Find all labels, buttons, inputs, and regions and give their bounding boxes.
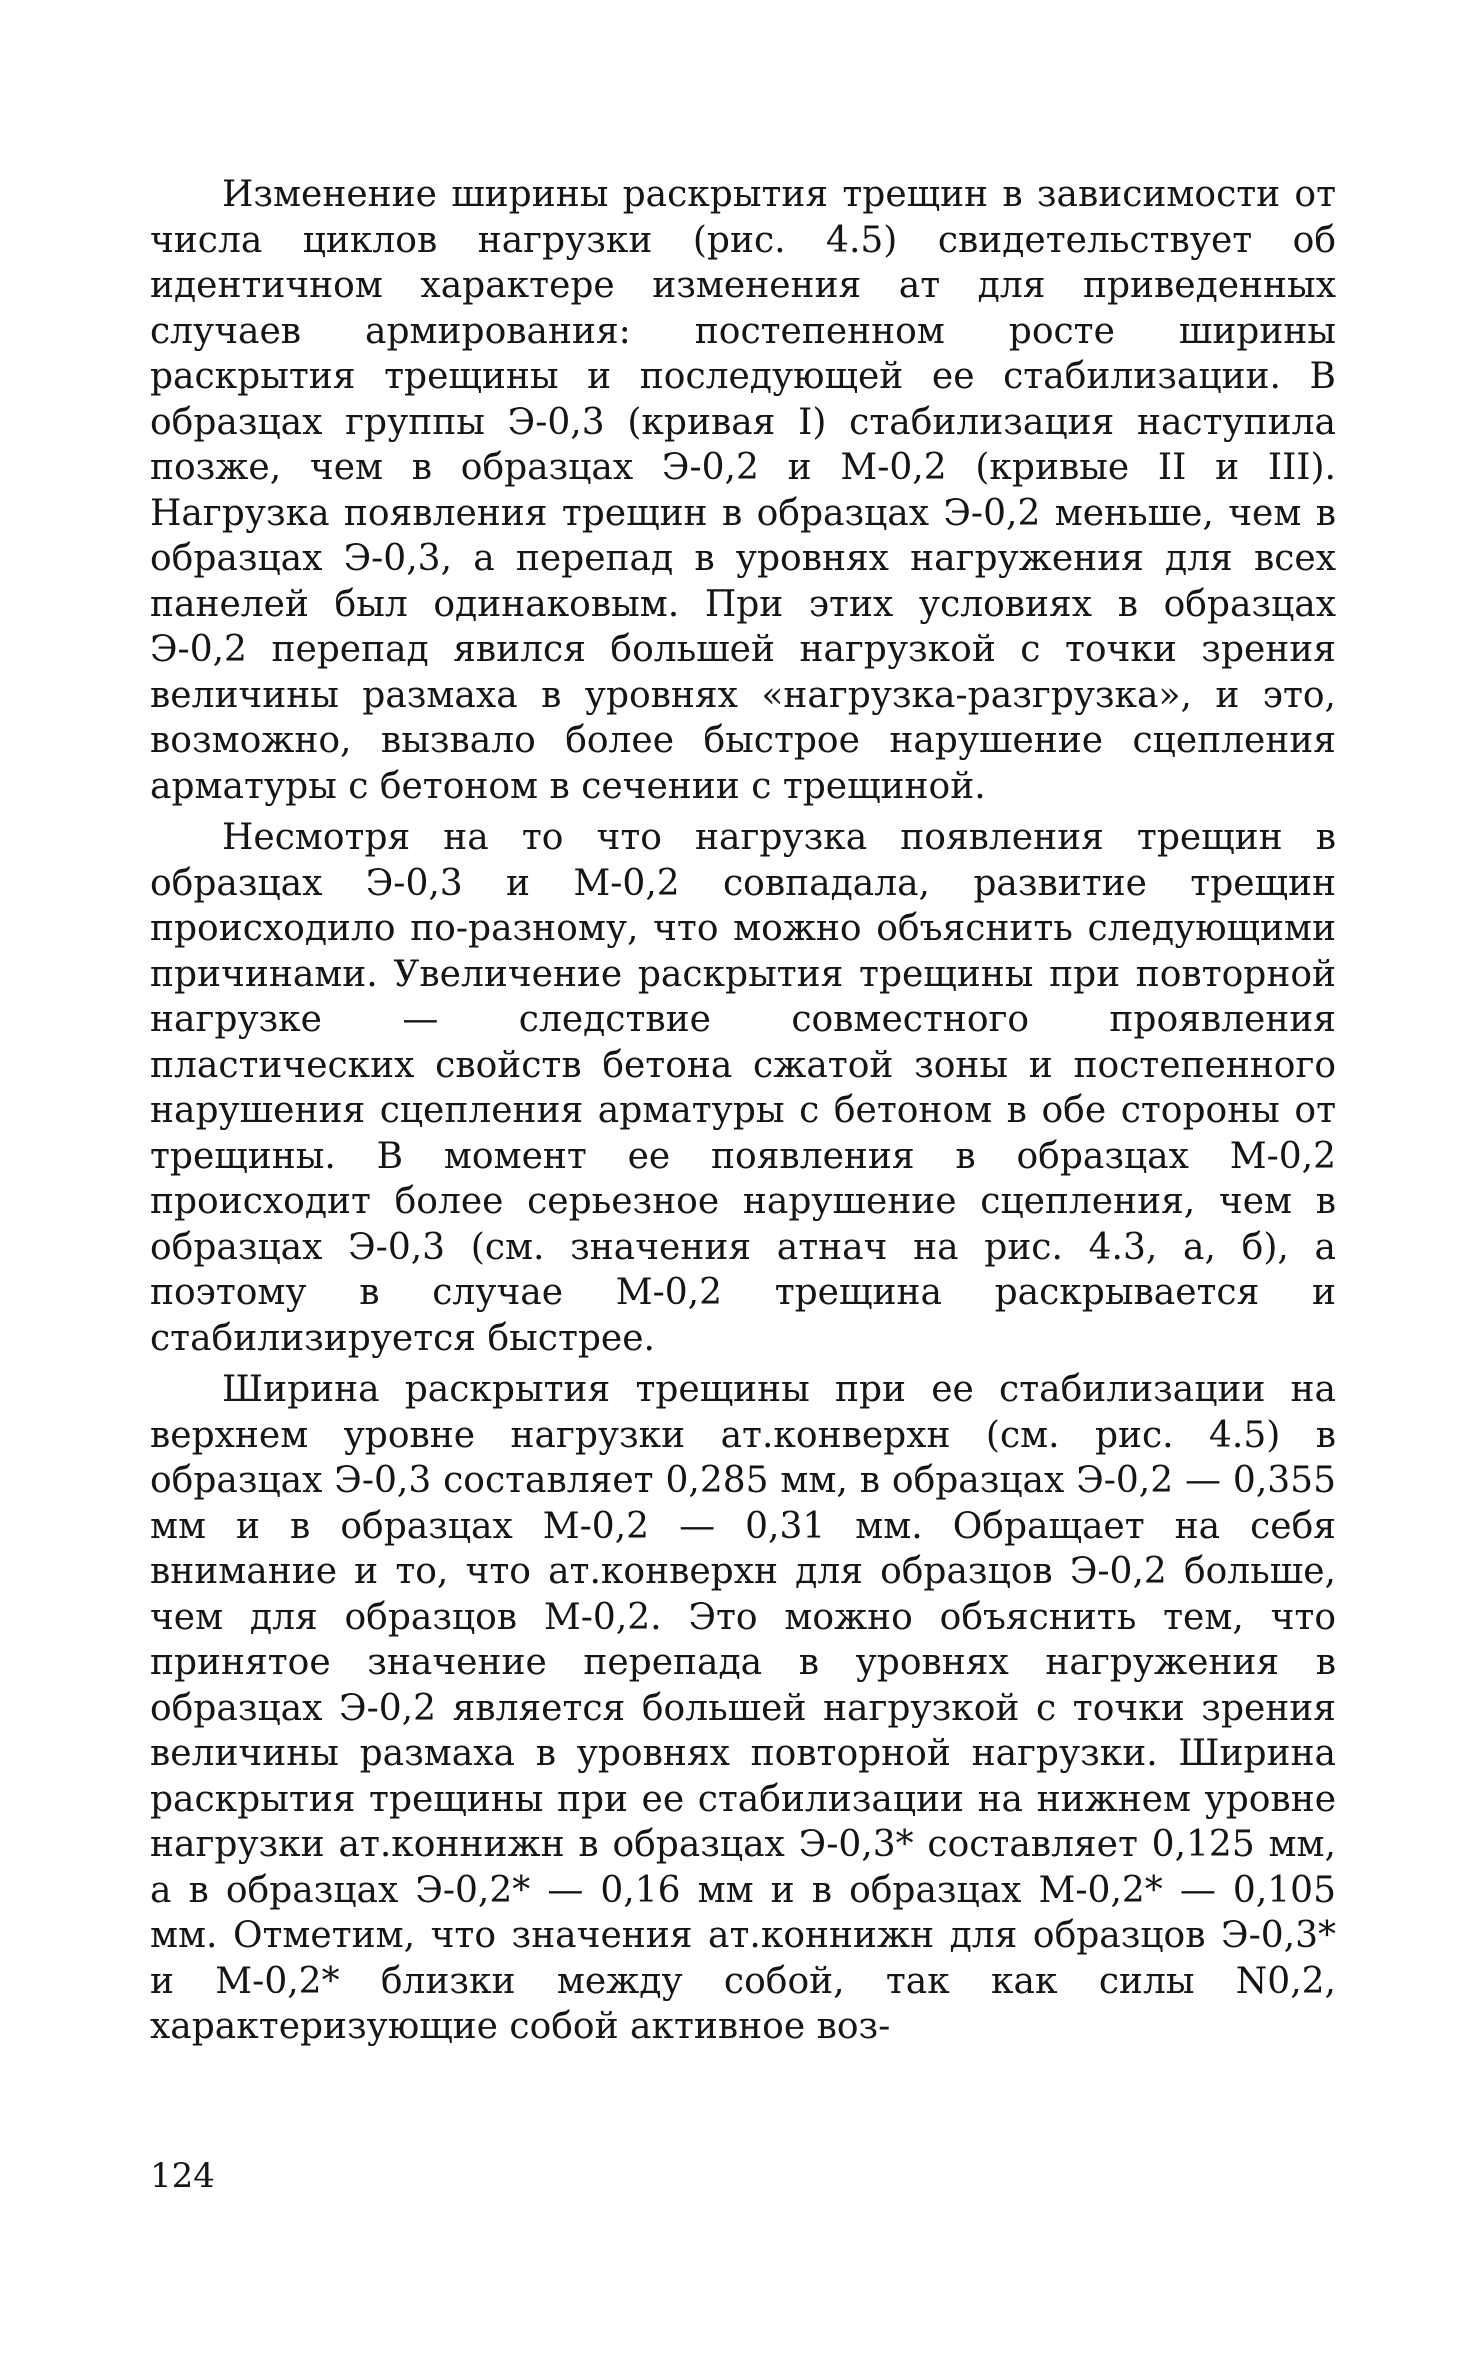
book-page-text [150, 172, 1336, 2050]
paragraph-crack-width-vs-cycles: Изменение ширины раскрытия трещин в зависимости от числа циклов нагрузки (рис. 4.5) свидетельствует об идентичном характере изменения aт для приведенных случаев армирования: постепенном росте ширины раскрытия трещины и последующей ее стабилизации. В образцах группы Э-0,3 (кривая I) стабилизация наступила позже, чем в образцах Э-0,2 и М-0,2 (кривые II и III). Нагрузка появления трещин в образцах Э-0,2 меньше, чем в образцах Э-0,3, а перепад в уровнях нагружения для всех панелей был одинаковым. При этих условиях в образцах Э-0,2 перепад явился большей нагрузкой с точки зрения величины размаха в уровнях «нагрузка-разгрузка», и это, возможно, вызвало более быстрое нарушение сцепления арматуры с бетоном в сечении с трещиной. [150, 174, 1336, 807]
paragraph-crack-development: Несмотря на то что нагрузка появления трещин в образцах Э-0,3 и М-0,2 совпадала, развитие трещин происходило по-разному, что можно объяснить следующими причинами. Увеличение раскрытия трещины при повторной нагрузке — следствие совместного проявления пластических свойств бетона сжатой зоны и постепенного нарушения сцепления арматуры с бетоном в обе стороны от трещины. В момент ее появления в образцах М-0,2 происходит более серьезное нарушение сцепления, чем в образцах Э-0,3 (см. значения aтнач на рис. 4.3, а, б), а поэтому в случае М-0,2 трещина раскрывается и стабилизируется быстрее. [150, 817, 1336, 1359]
page-number: 124 [150, 2156, 215, 2196]
paragraph-stabilized-crack-width: Ширина раскрытия трещины при ее стабилизации на верхнем уровне нагрузки aт.конверхн (см. рис. 4.5) в образцах Э-0,3 составляет 0,285 мм, в образцах Э-0,2 — 0,355 мм и в образцах М-0,2 — 0,31 мм. Обращает на себя внимание и то, что aт.конверхн для образцов Э-0,2 больше, чем для образцов М-0,2. Это можно объяснить тем, что принятое значение перепада в уровнях нагружения в образцах Э-0,2 является большей нагрузкой с точки зрения величины размаха в уровнях повторной нагрузки. Ширина раскрытия трещины при ее стабилизации на нижнем уровне нагрузки aт.коннижн в образцах Э-0,3* составляет 0,125 мм, а в образцах Э-0,2* — 0,16 мм и в образцах М-0,2* — 0,105 мм. Отметим, что значения aт.коннижн для образцов Э-0,3* и М-0,2* близки между собой, так как силы N0,2, характеризующие собой активное воз- [150, 1369, 1336, 2047]
